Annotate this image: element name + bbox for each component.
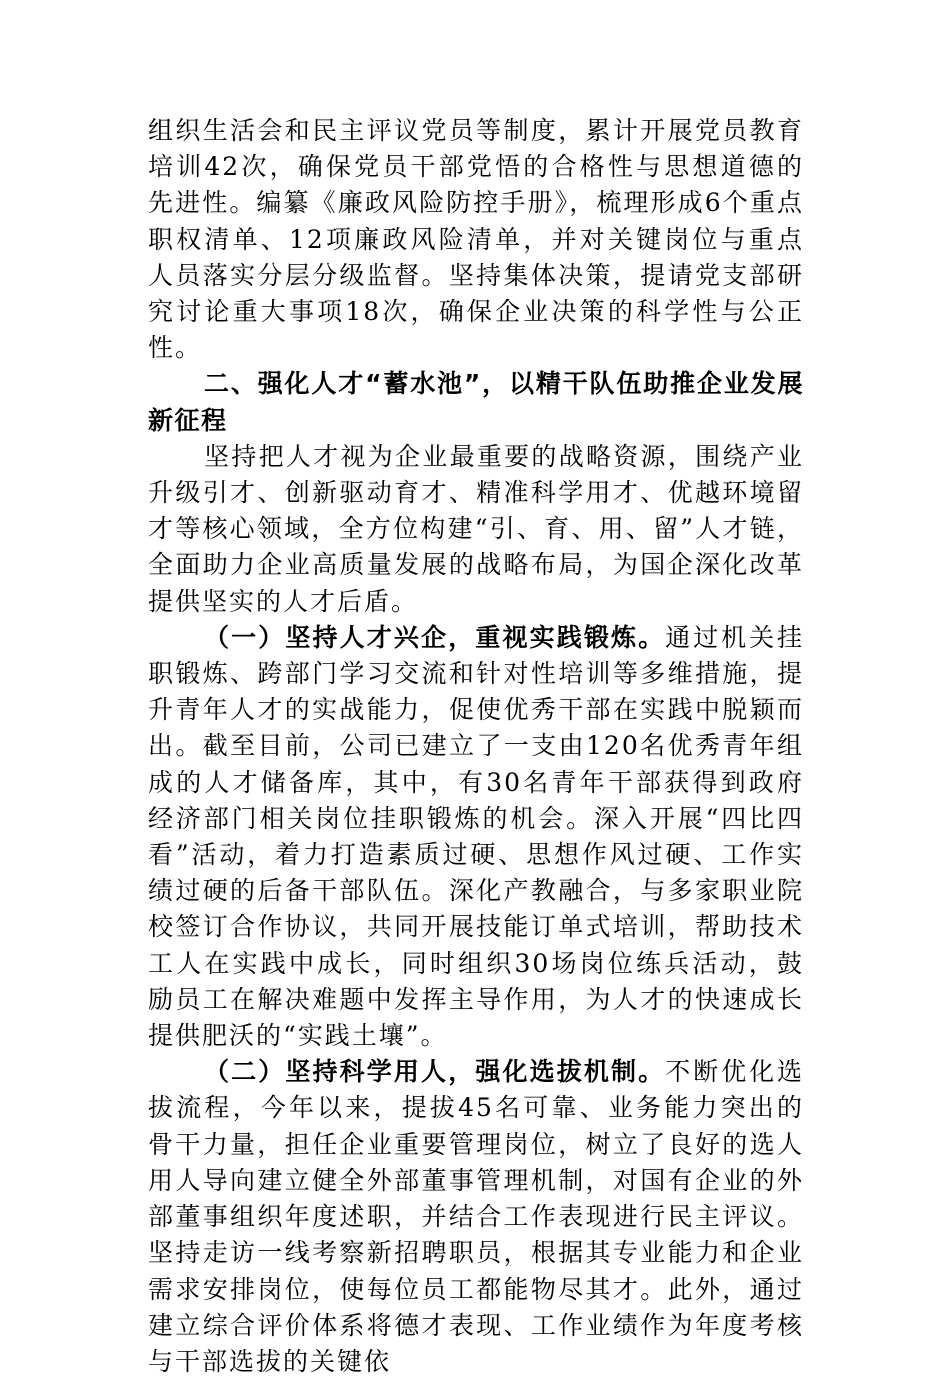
paragraph-subsection-1: [148, 620, 804, 1054]
paragraph-intro: 坚持把人才视为企业最重要的战略资源，围绕产业升级引才、创新驱动育才、精准科学用才、优越环境留才等核心领域，全方位构建“引、育、用、留”人才链，全面助力企业高质量发展的战略布局，为国企深化改革提供坚实的人才后盾。: [148, 441, 804, 616]
subsection-1-lead: （一）坚持人才兴企，重视实践锻炼。: [204, 622, 666, 652]
subsection-2-lead: （二）坚持科学用人，强化选拔机制。: [204, 1057, 666, 1087]
section-heading-2: 二、强化人才“蓄水池”，以精干队伍助推企业发展新征程: [148, 369, 804, 435]
subsection-1-body: 通过机关挂职锻炼、跨部门学习交流和针对性培训等多维措施，提升青年人才的实战能力，促使优秀干部在实践中脱颖而出。截至目前，公司已建立了一支由120名优秀青年组成的人才储备库，其中，有30名青年干部获得到政府经济部门相关岗位挂职锻炼的机会。深入开展“四比四看”活动，着力打造素质过硬、思想作风过硬、工作实绩过硬的后备干部队伍。深化产教融合，与多家职业院校签订合作协议，共同开展技能订单式培训，帮助技术工人在实践中成长，同时组织30场岗位练兵活动，鼓励员工在解决难题中发挥主导作用，为人才的快速成长提供肥沃的“实践土壤”。: [148, 622, 804, 1051]
subsection-2-body: 不断优化选拔流程，今年以来，提拔45名可靠、业务能力突出的骨干力量，担任企业重要管理岗位，树立了良好的选人用人导向建立健全外部董事管理机制，对国有企业的外部董事组织年度述职，并结合工作表现进行民主评议。坚持走访一线考察新招聘职员，根据其专业能力和企业需求安排岗位，使每位员工都能物尽其才。此外，通过建立综合评价体系将德才表现、工作业绩作为年度考核与干部选拔的关键依: [148, 1057, 804, 1376]
document-body: [148, 113, 804, 1380]
paragraph-continuation: 组织生活会和民主评议党员等制度，累计开展党员教育培训42次，确保党员干部党悟的合格性与思想道德的先进性。编纂《廉政风险防控手册》，梳理形成6个重点职权清单、12项廉政风险清单，并对关键岗位与重点人员落实分层分级监督。坚持集体决策，提请党支部研究讨论重大事项18次，确保企业决策的科学性与公正性。: [148, 116, 804, 363]
paragraph-subsection-2: [148, 1054, 804, 1380]
